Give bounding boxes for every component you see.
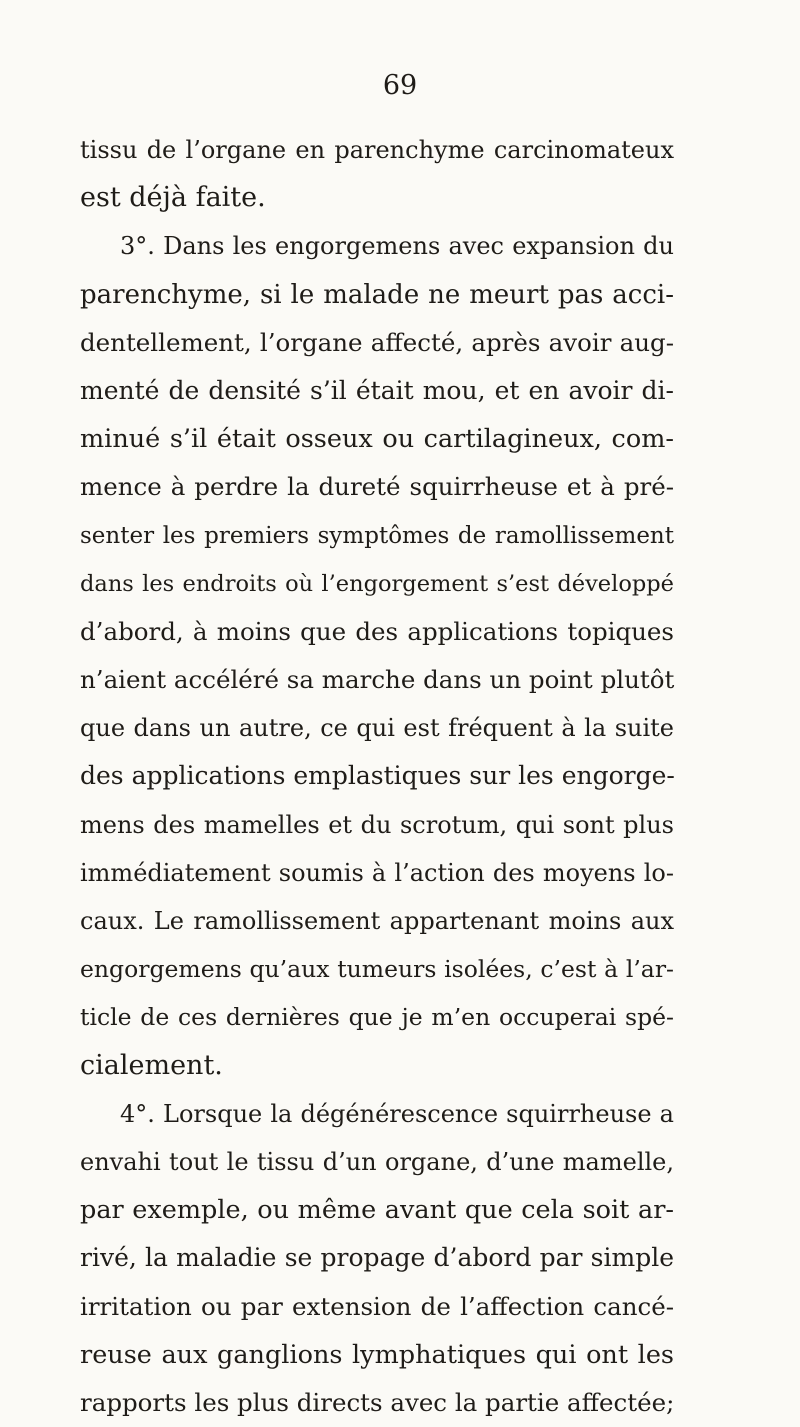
text-line: minué s’il était osseux ou cartilagineux, com- xyxy=(80,424,674,455)
text-line: menté de densité s’il était mou, et en avoir di- xyxy=(80,375,674,405)
text-line: mence à perdre la dureté squirrheuse et à pré- xyxy=(80,472,674,502)
text-line: 4°. Lorsque la dégénérescence squirrheuse a xyxy=(120,1099,674,1128)
text-line: des applications emplastiques sur les engorge- xyxy=(80,761,675,791)
text-line: immédiatement soumis à l’action des moyens lo- xyxy=(80,858,674,887)
body-text xyxy=(80,126,674,1427)
text-line: est déjà faite. xyxy=(80,182,266,214)
text-line: rivé, la maladie se propage d’abord par simple xyxy=(80,1243,674,1273)
text-line: par exemple, ou même avant que cela soit ar- xyxy=(80,1195,674,1226)
text-line: envahi tout le tissu d’un organe, d’une mamelle, xyxy=(80,1147,674,1176)
text-line: d’abord, à moins que des applications topiques xyxy=(80,616,674,646)
text-line: senter les premiers symptômes de ramollissement xyxy=(80,522,674,549)
text-line: cialement. xyxy=(80,1049,223,1081)
text-line: irritation ou par extension de l’affection cancé- xyxy=(80,1291,674,1321)
text-line: tissu de l’organe en parenchyme carcinomateux xyxy=(80,136,674,164)
page-number: 69 xyxy=(382,70,418,101)
text-line: caux. Le ramollissement appartenant moins aux xyxy=(80,907,674,935)
text-line: dentellement, l’organe affecté, après avoir aug- xyxy=(80,327,674,357)
text-line: rapports les plus directs avec la partie affectée; xyxy=(80,1387,675,1417)
text-line: ticle de ces dernières que je m’en occuperai spé- xyxy=(80,1003,674,1032)
text-line: reuse aux ganglions lymphatiques qui ont les xyxy=(80,1339,674,1370)
text-line: n’aient accéléré sa marche dans un point plutôt xyxy=(80,665,675,695)
text-line: parenchyme, si le malade ne meurt pas acci- xyxy=(80,279,674,310)
text-line: 3°. Dans les engorgemens avec expansion du xyxy=(120,232,674,261)
text-line: mens des mamelles et du scrotum, qui sont plus xyxy=(80,810,674,839)
text-line: dans les endroits où l’engorgement s’est développé xyxy=(80,570,674,597)
text-line: engorgemens qu’aux tumeurs isolées, c’est à l’ar- xyxy=(80,955,674,984)
text-line: que dans un autre, ce qui est fréquent à la suite xyxy=(80,714,674,743)
